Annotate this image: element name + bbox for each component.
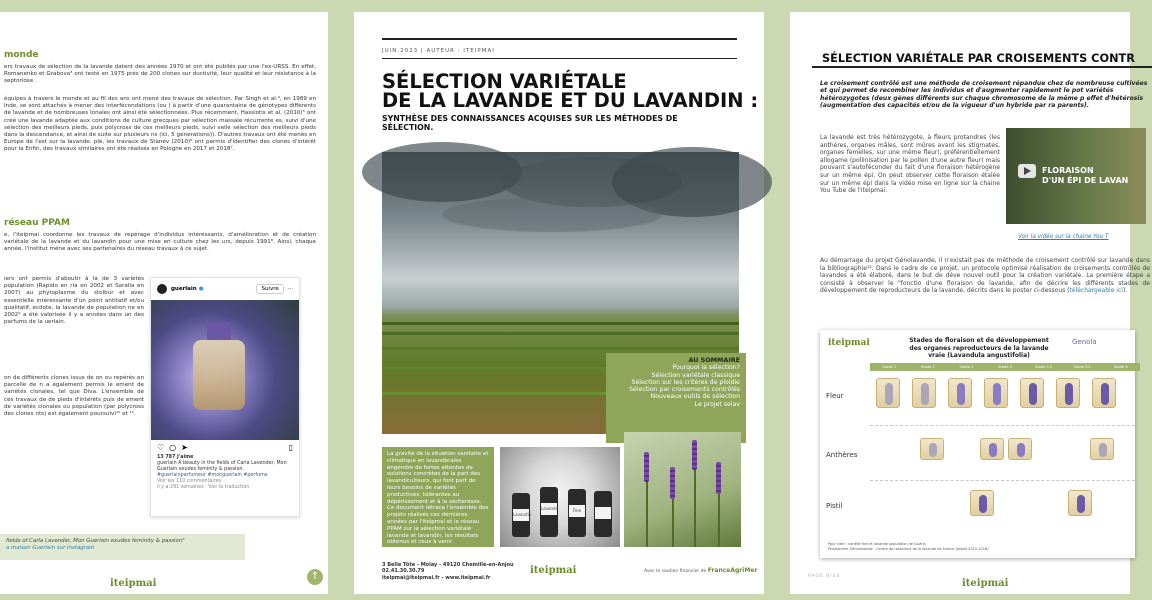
bookmark-icon[interactable]: ▯ xyxy=(288,443,293,452)
heart-icon[interactable]: ♡ xyxy=(157,443,165,452)
stage-label: Stade 5.1 xyxy=(1034,365,1053,369)
quote-box xyxy=(0,534,245,560)
poster-footnote-2: Programme Génolavande - Centre de ressource de la lavande de France (projet 2015-2018) xyxy=(828,546,989,551)
page-title xyxy=(382,72,758,110)
stage-image xyxy=(980,438,1004,460)
stage-image xyxy=(876,378,900,408)
stage-header xyxy=(870,363,1140,371)
stage-image xyxy=(970,490,994,516)
stage-image xyxy=(1092,378,1116,408)
download-link[interactable]: téléchargeable ici xyxy=(1069,287,1123,295)
likes-count: 13 787 J'aime xyxy=(157,455,194,460)
funder-label: Avec le soutien financier de xyxy=(644,569,707,574)
vial-label: Lavande xyxy=(541,503,557,515)
hashtags[interactable]: #guerlainparfumeur #monguerlain #perfume xyxy=(157,473,268,478)
top-rule xyxy=(382,38,737,40)
youtube-video-thumbnail[interactable] xyxy=(1006,128,1146,224)
stage-label: Stade 4 xyxy=(998,365,1012,369)
stage-label: Stade 5.2 xyxy=(1073,365,1091,369)
section-heading-world: monde xyxy=(4,50,39,60)
share-icon[interactable]: ➤ xyxy=(181,443,188,452)
para-heterozygote: La lavande est très hétérozygote, à fleurs protandres (les anthères, organes mâles, sont mûres avant les stigmates, organes femelles, sur une même fleur), préférentiellement allogame (pollinisation par le pollen d'une autre fleur) mais pouvant s'autoféconder du fait d'une floraison hétérogène sur un même épi. On peut observer cette floraison étalée sur un même épi dans la vidéo mise en ligne sur la chaine You Tube de l'iteipmai. xyxy=(820,134,1000,195)
lavender-spikes-photo xyxy=(624,432,741,547)
perfume-photo xyxy=(151,300,299,440)
funder-name: FranceAgriMer xyxy=(707,567,758,574)
para-genolavande-text: Au démarrage du projet Génolavande, il n'existait pas de méthode de croisement contrôlé sur lavande dans la bibliographie¹². Dans le cadre de ce projet, un protocole optimisé réalisation de croisements contrôlés de lavandes a été élaboré, dans le but de déve nouvel outil pour la création variétale. La première étape a consisté à observer le "fonctio d'une floraison de lavande, afin de décrire les différents stades de développement de reproducteurs de la lavande, décrits dans le poster ci-dessous ( xyxy=(820,257,1150,295)
stage-image xyxy=(920,438,944,460)
essential-oil-vials-photo xyxy=(500,447,620,547)
poster-logo: iteipmai xyxy=(828,338,870,348)
stage-label: Stade 3 xyxy=(959,365,974,369)
page-subtitle: SYNTHÈSE DES CONNAISSANCES ACQUISES SUR LES MÉTHODES DE SÉLECTION. xyxy=(382,114,678,132)
summary-item[interactable]: Sélection variétale classique xyxy=(651,371,740,379)
vial-label: Fine xyxy=(569,505,585,517)
follow-button[interactable]: Suivre xyxy=(256,284,283,294)
stage-label: Stade 1 xyxy=(882,365,897,369)
para-network-2: iers ont permis d'aboutir à la de 3 variétés population (Rapido en ria en 2002 et Saralia en 2007) au phytoplasme du stolbur et avec essentielle intéressante d'un point antitatif et/ou qualitatif. ecdote, la lavande de population ne en 2002⁹ a été valorisée il y a années dans un des parfums de la uerlain. xyxy=(4,276,144,326)
stage-image xyxy=(912,378,936,408)
vial-label xyxy=(595,507,611,519)
poster-footnote xyxy=(828,542,989,551)
iteipmai-logo: iteipmai xyxy=(110,578,157,589)
title-line-1: SÉLECTION VARIÉTALE xyxy=(382,70,627,93)
stage-image xyxy=(1056,378,1080,408)
section-heading: SÉLECTION VARIÉTALE PAR CROISEMENTS CONTR xyxy=(822,52,1135,65)
para-network-3: on de différents clones issus de on ou repérés en parcelle de n a également permis le ement de variétés clonales, tel que Diva. L'ensemble de ces travaux de de pieds d'intérêts puis de ement de variétés clonales ou population (par polycross des clones nts) est également poursuivi¹⁰ et ¹¹. xyxy=(4,375,144,418)
address: 3 Belle Tôte - Molay - 49120 Chemillé-en-Anjou xyxy=(382,562,514,568)
video-link[interactable]: Voir la vidéo sur la chaine You T xyxy=(1018,234,1109,240)
row-divider xyxy=(870,425,1140,426)
summary-item[interactable]: Le projet selav xyxy=(694,400,740,408)
quote-text: fields of Carla Lavender, Mon Guerlain exudes feminity & passion" xyxy=(6,538,185,544)
instagram-post[interactable] xyxy=(150,277,300,517)
summary-box xyxy=(606,353,746,443)
meta-rule xyxy=(382,58,737,59)
scroll-top-button[interactable] xyxy=(307,569,323,585)
page-right xyxy=(790,12,1150,594)
intro-text: Le croisement contrôlé est une méthode de croisement répandue chez de nombreuse cultivées et qui permet de recombiner les individus et d'augmenter rapidement le pot variétés hétérozygotes (deux gènes différents sur chaque chromosome de la même p effet d'hétérosis (augmentation des capacités et/ou de la vigueur d'un hybride par ra parents). xyxy=(820,80,1148,109)
vial-label: Lavandin xyxy=(513,509,529,521)
video-title-line-1: FLORAISON xyxy=(1042,166,1094,175)
row-divider xyxy=(870,480,1140,481)
title-line-2: DE LA LAVANDE ET DU LAVANDIN : xyxy=(382,89,759,112)
partner-logo: Genola xyxy=(1072,338,1097,346)
play-icon[interactable] xyxy=(1018,164,1036,178)
stage-image xyxy=(1008,438,1032,460)
post-date: il y a 291 semaines · Voir la traduction xyxy=(157,485,250,490)
para-world-1: ers travaux de sélection de la lavande datent des années 1970 et ont été publiés par une l'ex-URSS. En effet, Romanenko et Grabova³ ont testé en 1975 près de 200 clones sur ductivité, leur qualité et leur résistance à la septoriose. xyxy=(4,64,316,85)
para-genolavande xyxy=(820,257,1150,295)
verified-icon: ● xyxy=(198,286,204,292)
comment-icon[interactable]: ○ xyxy=(169,443,177,452)
footer-address xyxy=(382,562,514,581)
flowering-stages-poster[interactable] xyxy=(820,330,1135,558)
view-comments-link[interactable]: Voir les 110 commentaires xyxy=(157,479,222,484)
iteipmai-logo: iteipmai xyxy=(530,565,577,576)
lead-box: La gravité de la situation sanitaire et climatique en lavanderaies engendre de fortes attentes de solutions concrètes de la part des lavandiculteurs, qui font part de leurs besoins de variétés productives, tolérantes au dépérissement et à la sécheresse. Ce document retrace l'ensemble des projets réalisés ces dernières années par l'iteipmai et le réseau PPAM sur la sélection variétale lavande et lavandin, les résultats obtenus et ceux à venir. xyxy=(382,447,494,547)
poster-title: Stades de floraison et de développement des organes reproducteurs de la lavande vraie (Lavandula angustifolia) xyxy=(909,337,1049,359)
summary-item[interactable]: Sélection sur les critères de ploidie xyxy=(631,378,740,386)
page-number: PAGE 8/14 xyxy=(808,574,841,579)
funder-logo xyxy=(644,567,757,574)
instagram-account[interactable]: guerlain xyxy=(171,286,197,292)
summary-title: AU SOMMAIRE xyxy=(688,356,740,364)
stage-image xyxy=(984,378,1008,408)
arrow-up-icon: ↑ xyxy=(310,571,320,582)
page-cover xyxy=(354,12,764,594)
summary-item[interactable]: Sélection par croisements contrôlés xyxy=(629,386,740,394)
summary-item[interactable]: Nouveaux outils de sélection xyxy=(650,393,740,401)
row-label-pistil: Pistil xyxy=(826,502,843,510)
stage-image xyxy=(1068,490,1092,516)
row-label-fleur: Fleur xyxy=(826,392,844,400)
page-left xyxy=(0,12,328,594)
website[interactable]: iteipmai@iteipmai.fr - www.iteipmai.fr xyxy=(382,574,491,581)
more-icon[interactable]: ··· xyxy=(287,286,293,292)
iteipmai-logo: iteipmai xyxy=(962,578,1009,589)
heading-rule xyxy=(812,66,1152,68)
video-title-line-2: D'UN ÉPI DE LAVAN xyxy=(1042,176,1129,185)
phone: 02.41.30.30.79 xyxy=(382,568,425,575)
stage-image xyxy=(1090,438,1114,460)
para-world-2: équipes à travers le monde et au fil des ans ont mené des travaux de sélection. Par Singh et al.⁴, en 1989 en Inde, se sont attachés à mener des interfécondations (ou ) à partir d'une quarantaine de génotypes différents de lavande et de nombreuses lonales ont ainsi été sélectionnées. Plus récemment, Hassiotis et al. (2010)⁵ ont créé une lavande adaptée aux conditions de culture grecques par sélection massale récurrente es, suivi d'une sélection des meilleurs pieds, puis polycross de ces meilleurs pieds, suivi velle sélection des meilleurs pieds dans la descendance, et ainsi de suite sur plusieurs ns (ici, 5 générations)). D'autres travaux ont été menés en Europe de l'est sur la lavande. ple, les travaux de Stanev (2010)⁶ ont permis d'identifier des clones d'intérêt pour la Enfin, des travaux similaires ont été réalisés en Pologne en 2017 et 2018⁷. xyxy=(4,96,316,153)
issue-meta: JUIN 2023 | AUTEUR : ITEIPMAI xyxy=(382,48,495,54)
avatar xyxy=(157,284,167,294)
row-label-antheres: Anthères xyxy=(826,451,858,459)
stage-label: Stade 6 xyxy=(1113,365,1128,369)
stage-label: Stade 2 xyxy=(920,365,935,369)
instagram-link[interactable]: a maison Guerlain sur Instagram xyxy=(6,545,95,551)
caption: guerlain A beauty in the fields of Carla Lavender, Mon Guerlain exudes feminity & passion. xyxy=(157,461,287,472)
stage-image xyxy=(948,378,972,408)
section-heading-network: réseau PPAM xyxy=(4,218,70,228)
summary-item[interactable]: Pourquoi la sélection? xyxy=(672,364,740,372)
stage-image xyxy=(1020,378,1044,408)
video-title xyxy=(1042,166,1128,186)
para-genolavande-end: ). xyxy=(1122,287,1128,295)
para-network-1: e, l'iteipmai coordonne les travaux de repérage d'individus intéressants, d'amélioration et de création variétale de la lavande et du lavandin pour une mise en culture chez les urs, depuis 1991⁸. Ainsi, chaque année, l'institut mène avec ses partenaires du réseau travaux à ce sujet. xyxy=(4,232,316,253)
poster-footnote-1: Pour citer : variété fine et lavande population de Guérin xyxy=(828,542,926,546)
